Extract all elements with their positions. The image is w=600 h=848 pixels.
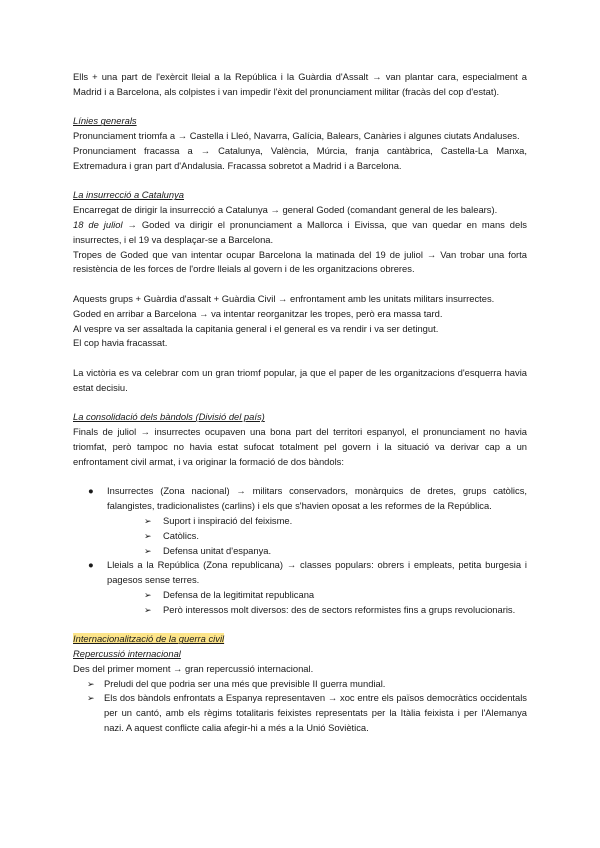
section-heading-consolidacio: La consolidació dels bàndols (Divisió del país): [73, 411, 265, 423]
paragraph-capitania: Al vespre va ser assaltada la capitania general i el general es va rendir i va ser detingut.: [73, 322, 439, 334]
arrow-bullet-icon: ➢: [87, 678, 95, 689]
list-item-lleials: [73, 558, 527, 617]
arrow-bullet-icon: ➢: [144, 530, 152, 541]
sub-list-item: ➢ Però interessos molt diversos: des de sectors reformistes fins a grups revolucionaris.: [107, 603, 527, 618]
paragraph-tropes: Tropes de Goded que van intentar ocupar Barcelona la matinada del 19 de juliol → Van trobar una forta resistència de les forces de l'ordre lleials al govern i de les organitzacions obreres.: [73, 248, 527, 275]
paragraph-victoria: La victòria es va celebrar com un gran triomf popular, ja que el paper de les organitzacions d'esquerra havia estat decisiu.: [73, 366, 527, 393]
arrow-bullet-icon: ➢: [144, 545, 152, 556]
paragraph-finals-juliol: Finals de juliol → insurrectes ocupaven una bona part del territori espanyol, el pronunciament no havia triomfat, però tampoc no havia estat sufocat totalment pel govern i la situació va derivar cap a un enfrontament civil armat, i va originar la formació de dos bàndols:: [73, 426, 527, 467]
arrow-bullet-icon: ➢: [144, 515, 152, 526]
paragraph-18-juliol: [73, 218, 527, 248]
paragraph-grups: Aquests grups + Guàrdia d'assalt + Guàrdia Civil → enfrontament amb les unitats militars insurrectes.: [73, 292, 495, 304]
paragraph-triomfa: Pronunciament triomfa a → Castella i Lleó, Navarra, Galícia, Balears, Canàries i algunes ciutats Andaluses.: [73, 130, 520, 142]
paragraph-18-juliol-text: → Goded va dirigir el pronunciament a Mallorca i Eivissa, que van quedar en mans dels insurrectes, i el 19 va desplaçar-se a Barcelona.: [73, 218, 527, 245]
paragraph-goded: Encarregat de dirigir la insurrecció a Catalunya → general Goded (comandant general de les balears).: [73, 204, 498, 216]
date-18-juliol: 18 de juliol: [73, 218, 123, 230]
sub-list-item: ➢ Defensa unitat d'espanya.: [107, 544, 527, 559]
sub-list-item: ➢ Suport i inspiració del feixisme.: [107, 514, 527, 529]
section-heading-linies-generals: Línies generals: [73, 115, 137, 127]
arrow-bullet-icon: ➢: [144, 604, 152, 615]
list-item-text: Insurrectes (Zona nacional) → militars conservadors, monàrquics de dretes, grups catòlics, falangistes, tradicionalistes (carlins) i els que s'havien oposat a les reformes de la República.: [107, 485, 527, 512]
sublist-insurrectes: [107, 514, 527, 558]
sub-list-item: ➢ Catòlics.: [107, 529, 527, 544]
document-page: [73, 70, 527, 736]
subheading-repercussio: Repercussió internacional: [73, 648, 181, 660]
list-item-preludi: ➢ Preludi del que podria ser una més que previsible II guerra mundial.: [73, 677, 527, 692]
arrow-bullet-icon: ➢: [144, 589, 152, 600]
list-item-text: Lleials a la República (Zona republicana) → classes populars: obrers i empleats, petita burgesia i pagesos sense terres.: [107, 559, 527, 586]
arrow-bullet-icon: ➢: [87, 693, 95, 704]
sublist-lleials: [107, 588, 527, 618]
sub-list-item: ➢ Defensa de la legitimitat republicana: [107, 588, 527, 603]
list-item-bandols: ➢ Els dos bàndols enfrontats a Espanya representaven → xoc entre els països democràtics occidentals per un cantó, amb els règims totalitaris feixistes representats per la Itàlia feixista i per l'Alemanya nazi. A aquest conflicte calia afegir-hi a més a la Unió Soviètica.: [87, 692, 527, 734]
section-heading-internacionalitzacio: Internacionalització de la guerra civil: [73, 633, 225, 645]
paragraph-fracassat: El cop havia fracassat.: [73, 337, 168, 349]
list-item-insurrectes: [73, 484, 527, 558]
section-heading-insurreccio: La insurrecció a Catalunya: [73, 189, 184, 201]
paragraph-primer-moment: Des del primer moment → gran repercussió internacional.: [73, 662, 314, 674]
internacional-list: [73, 677, 527, 736]
bullet-icon: ●: [88, 559, 94, 571]
paragraph-reorganitzar: Goded en arribar a Barcelona → va intentar reorganitzar les tropes, però era massa tard.: [73, 307, 443, 319]
bandols-list: [73, 484, 527, 617]
paragraph-fracassa: Pronunciament fracassa a → Catalunya, València, Múrcia, franja cantàbrica, Castella-La Manxa, Extremadura i gran part d'Andalusia. Fracassa sobretot a Madrid i a Barcelona.: [73, 144, 527, 171]
bullet-icon: ●: [88, 485, 94, 497]
intro-paragraph: Ells + una part de l'exèrcit lleial a la República i la Guàrdia d'Assalt → van plantar cara, especialment a Madrid i a Barcelona, als colpistes i van impedir l'èxit del pronunciament militar (fracàs del cop d'estat).: [73, 71, 527, 97]
